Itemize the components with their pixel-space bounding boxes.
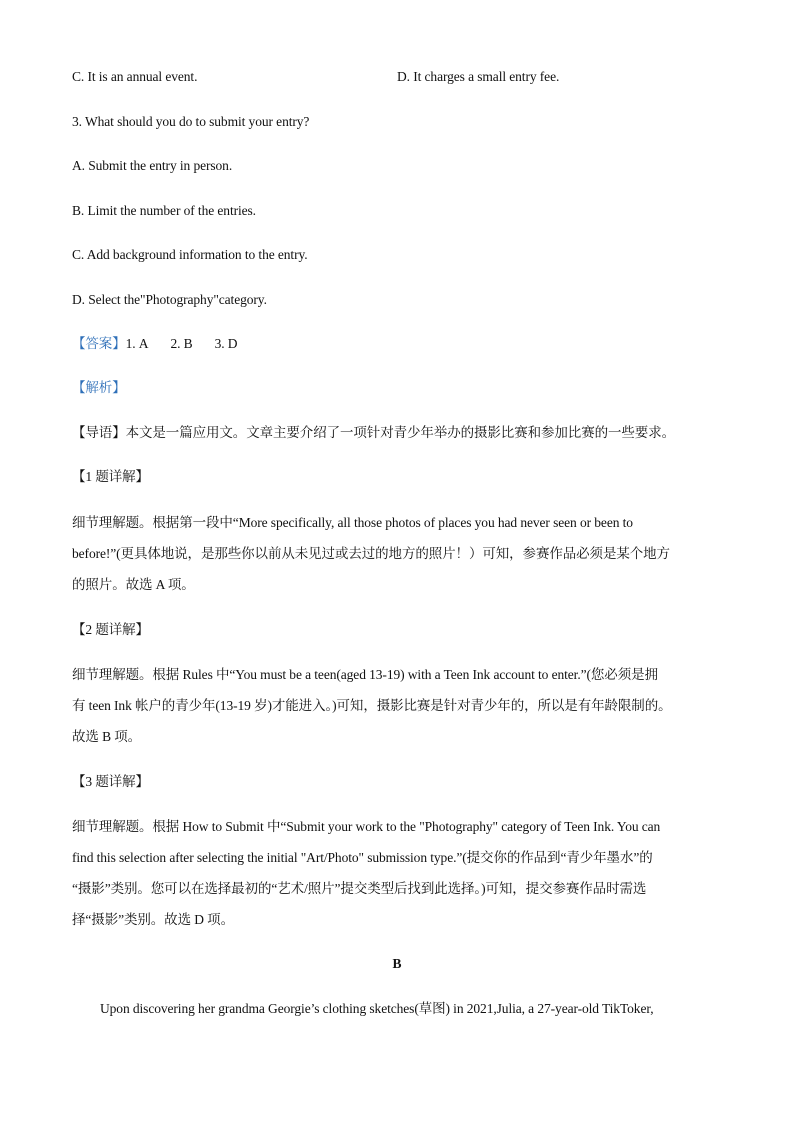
detail-3-label: 【3 题详解】	[72, 774, 149, 789]
answer-2: 2. B	[170, 336, 193, 351]
detail-1-line-2: before!”(更具体地说，是那些你以前从未见过或去过的地方的照片！）可知，参赛作品必须是某个地方	[72, 546, 670, 561]
detail-3-line-1: 细节理解题。根据 How to Submit 中“Submit your work to the "Photography" category of Teen Ink. You can	[72, 819, 661, 834]
q3-option-d: D. Select the"Photography"category.	[72, 292, 267, 307]
analysis-label: 【解析】	[72, 380, 126, 395]
guide-text: 本文是一篇应用文。文章主要介绍了一项针对青少年举办的摄影比赛和参加比赛的一些要求。	[125, 425, 676, 440]
option-d: D. It charges a small entry fee.	[397, 69, 560, 84]
question-3: 3. What should you do to submit your entry?	[72, 114, 310, 129]
detail-3-line-4: 择“摄影”类别。故选 D 项。	[72, 912, 234, 927]
detail-2-line-1: 细节理解题。根据 Rules 中“You must be a teen(aged 13-19) with a Teen Ink account to enter.”(您必须是拥	[72, 667, 658, 682]
answer-3: 3. D	[214, 336, 238, 351]
detail-3-line-2: find this selection after selecting the initial "Art/Photo" submission type.”(提交你的作品到“青少年墨水”的	[72, 850, 653, 865]
answer-1: 1. A	[125, 336, 149, 351]
detail-3-line-3: “摄影”类别。您可以在选择最初的“艺术/照片”提交类型后找到此选择。)可知，提交参赛作品时需选	[72, 881, 647, 896]
answer-label: 【答案】	[72, 336, 126, 351]
guide-line	[72, 424, 675, 442]
answer-line	[72, 335, 237, 353]
q3-option-a: A. Submit the entry in person.	[72, 158, 233, 173]
detail-2-label: 【2 题详解】	[72, 622, 149, 637]
detail-1-line-1: 细节理解题。根据第一段中“More specifically, all those photos of places you had never seen or been to	[72, 515, 633, 530]
detail-1-line-3: 的照片。故选 A 项。	[72, 577, 195, 592]
q3-option-c: C. Add background information to the entry.	[72, 247, 308, 262]
detail-2-line-3: 故选 B 项。	[72, 729, 142, 744]
q3-option-b: B. Limit the number of the entries.	[72, 203, 256, 218]
detail-1-label: 【1 题详解】	[72, 469, 149, 484]
guide-label: 【导语】	[72, 425, 126, 440]
option-c: C. It is an annual event.	[72, 69, 198, 84]
detail-2-line-2: 有 teen Ink 帐户的青少年(13-19 岁)才能进入。)可知，摄影比赛是针对青少年的，所以是有年龄限制的。	[72, 698, 672, 713]
section-heading: B	[392, 956, 402, 971]
section-b-first-line: Upon discovering her grandma Georgie’s clothing sketches(草图) in 2021,Julia, a 27-year-old TikToker,	[100, 1001, 654, 1016]
